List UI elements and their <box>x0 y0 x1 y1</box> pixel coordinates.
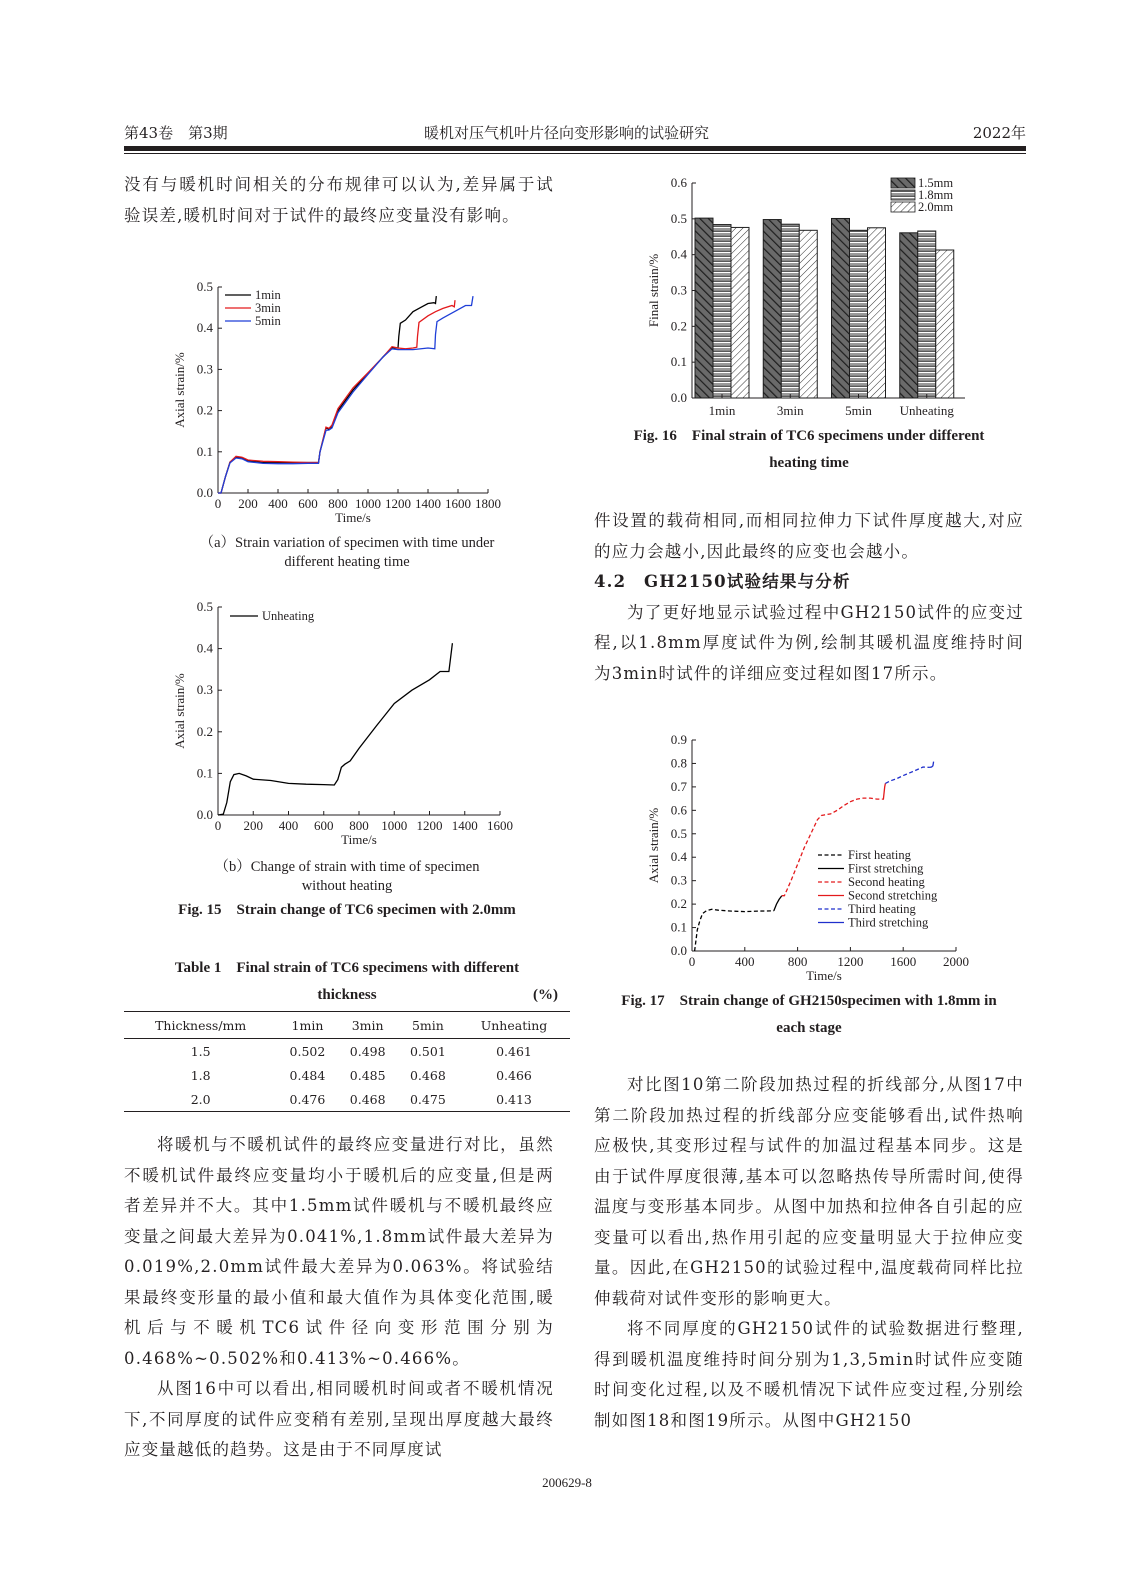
fig15a-chart <box>160 275 520 535</box>
x-tick-label: 400 <box>268 496 288 511</box>
y-tick-label: 0.2 <box>670 896 687 912</box>
fig15a-caption-line2: different heating time <box>284 554 410 570</box>
table1 <box>124 1011 570 1112</box>
y-tick-label: 0.4 <box>670 246 687 262</box>
x-tick-label: 800 <box>787 954 808 969</box>
series-line-third-stretching <box>930 762 934 768</box>
table-cell: 0.502 <box>289 1044 326 1059</box>
y-tick-label: 0.0 <box>670 390 687 405</box>
page-number: 200629-8 <box>542 1475 592 1490</box>
bar-2.0mm <box>731 227 749 398</box>
x-tick-label: 0 <box>214 818 222 833</box>
y-tick-label: 0.3 <box>670 282 687 298</box>
x-tick-label: Unheating <box>899 403 954 418</box>
journal-volume-issue: 第43卷 第3期 <box>124 124 228 142</box>
x-axis-label: Time/s <box>341 832 377 847</box>
y-axis-label: Axial strain/% <box>172 352 187 428</box>
table1-title-line2: thickness <box>317 987 377 1003</box>
bar-1.8mm <box>781 224 799 398</box>
paragraph-compare <box>124 1130 554 1466</box>
x-tick-label: 1200 <box>385 496 411 511</box>
paragraph-top-left <box>124 170 554 231</box>
paragraph-text: 将暖机与不暖机试件的最终应变量进行对比，虽然不暖机试件最终应变量均小于暖机后的应变量,但是两者差异并不大。其中1.5mm试件暖机与不暖机最终应变量之间最大差异为0.041%,1.8mm试件最大差异为0.019%,2.0mm试件最大差异为0.063%。将试验结果最终变形量的最小值和最大值作为具体变化范围,暖机后与不暖机TC6试件径向变形范围分别为0.468%~0.502%和0.413%~0.466%。 <box>124 1135 554 1368</box>
bar-1.8mm <box>850 230 868 398</box>
paragraph-text: 没有与暖机时间相关的分布规律可以认为,差异属于试验误差,暖机时间对于试件的最终应变量没有影响。 <box>124 175 554 225</box>
fig15b-chart <box>160 595 530 855</box>
x-tick-label: 800 <box>349 818 369 833</box>
y-tick-label: 0.4 <box>196 320 213 336</box>
y-axis-label: Axial strain/% <box>646 807 661 884</box>
table-header-row <box>124 1012 570 1039</box>
x-tick-label: 800 <box>328 496 348 511</box>
y-tick-label: 0.1 <box>670 354 687 370</box>
fig17-caption <box>594 988 1024 1042</box>
y-tick-label: 0.4 <box>670 849 687 865</box>
fig16-caption-line1: Fig. 16 Final strain of TC6 specimens under different <box>633 428 985 444</box>
x-tick-label: 3min <box>776 403 804 418</box>
y-tick-label: 0.7 <box>670 778 687 794</box>
table-cell: 0.475 <box>398 1087 458 1112</box>
y-tick-label: 0.5 <box>196 279 213 294</box>
table-cell: 1.5 <box>190 1044 211 1059</box>
fig15a-caption-line1: （a）Strain variation of specimen with time under <box>199 535 495 551</box>
bar-2.0mm <box>868 228 886 398</box>
series-line-1min <box>218 296 436 493</box>
table1-title-line1: Table 1 Final strain of TC6 specimens with different <box>174 960 520 976</box>
table-cell: 0.484 <box>289 1068 326 1083</box>
table-cell: 0.468 <box>409 1068 446 1083</box>
legend-label: 1.5mm <box>918 176 954 190</box>
legend-label: 5min <box>255 314 281 328</box>
legend-label: Second heating <box>848 875 925 889</box>
series-line-third-heating <box>885 767 929 783</box>
table1-unit: (%) <box>533 987 558 1003</box>
x-tick-label: 1200 <box>837 954 864 969</box>
y-tick-label: 0.3 <box>670 872 687 888</box>
y-axis-label: Final strain/% <box>646 253 661 328</box>
legend-label: First heating <box>848 848 911 862</box>
y-tick-label: 0.3 <box>196 682 213 698</box>
paragraph-continued <box>594 506 1024 689</box>
fig15-caption: Fig. 15 Strain change of TC6 specimen with 2.0mm <box>178 902 516 918</box>
y-tick-label: 0.2 <box>670 318 687 334</box>
y-tick-label: 0.6 <box>670 802 687 818</box>
column-header: 5min <box>398 1012 458 1039</box>
paragraph-text: 为了更好地显示试验过程中GH2150试件的应变过程,以1.8mm厚度试件为例,绘制其暖机温度维持时间为3min时试件的详细应变过程如图17所示。 <box>594 602 1024 683</box>
y-tick-label: 0.1 <box>670 919 687 935</box>
table-cell: 1.8 <box>190 1068 211 1083</box>
y-tick-label: 0.5 <box>196 599 213 614</box>
series-line-first-stretching <box>774 896 782 911</box>
fig16-caption <box>594 423 1024 477</box>
x-tick-label: 600 <box>298 496 318 511</box>
legend-label: Third heating <box>848 902 916 916</box>
y-tick-label: 0.1 <box>196 443 213 459</box>
legend-swatch <box>891 202 915 212</box>
legend-label: Unheating <box>262 609 315 623</box>
x-tick-label: 1600 <box>445 496 471 511</box>
column-header: Thickness/mm <box>124 1012 277 1039</box>
section-heading: 4.2 GH2150试验结果与分析 <box>594 572 851 591</box>
table-cell: 0.468 <box>338 1087 398 1112</box>
header-rule-thin <box>124 153 1026 154</box>
series-line-first-heating <box>695 909 774 951</box>
y-tick-label: 0.0 <box>670 943 687 958</box>
legend-label: First stretching <box>848 861 924 876</box>
paragraph-text: 从图16中可以看出,相同暖机时间或者不暖机情况下,不同厚度的试件应变稍有差别,呈现出厚度越大最终应变量越低的趋势。这是由于不同厚度试 <box>124 1379 554 1459</box>
table-cell: 0.476 <box>277 1087 337 1112</box>
x-tick-label: 600 <box>314 818 334 833</box>
x-tick-label: 200 <box>238 496 258 511</box>
fig17-caption-line2: each stage <box>776 1020 842 1036</box>
x-tick-label: 200 <box>243 818 263 833</box>
fig17-caption-line1: Fig. 17 Strain change of GH2150specimen with 1.8mm in <box>621 993 997 1009</box>
fig15b-caption-line2: without heating <box>301 878 393 894</box>
y-tick-label: 0.4 <box>196 640 213 656</box>
x-tick-label: 0 <box>214 496 222 511</box>
table-cell: 2.0 <box>124 1087 277 1112</box>
y-tick-label: 0.3 <box>196 361 213 377</box>
bar-1.5mm <box>695 218 713 398</box>
legend-label: 1.8mm <box>918 188 954 202</box>
y-tick-label: 0.6 <box>670 175 687 190</box>
bar-1.8mm <box>918 231 936 398</box>
x-axis-label: Time/s <box>335 510 371 525</box>
x-tick-label: 1800 <box>475 496 501 511</box>
table-row <box>124 1087 570 1112</box>
table-cell: 0.461 <box>496 1044 532 1059</box>
series-line-unheating <box>218 643 452 815</box>
fig15b-caption <box>124 858 570 896</box>
fig15b-caption-line1: （b）Change of strain with time of specimen <box>214 859 480 875</box>
table-cell: 0.498 <box>349 1044 386 1059</box>
legend-label: Second stretching <box>848 888 938 903</box>
y-tick-label: 0.9 <box>670 732 687 747</box>
table-row <box>124 1063 570 1087</box>
x-tick-label: 1000 <box>381 818 408 833</box>
legend-swatch <box>891 178 915 188</box>
table-cell: 0.485 <box>349 1068 386 1083</box>
bar-1.8mm <box>713 225 731 398</box>
x-tick-label: 5min <box>845 403 872 418</box>
x-tick-label: 400 <box>278 818 299 833</box>
x-tick-label: 1min <box>708 403 736 418</box>
x-tick-label: 1600 <box>487 818 513 833</box>
y-tick-label: 0.2 <box>196 723 213 739</box>
y-tick-label: 0.5 <box>670 210 687 226</box>
y-tick-label: 0.2 <box>196 402 213 418</box>
table-cell: 0.501 <box>409 1044 446 1059</box>
x-axis-label: Time/s <box>806 968 842 983</box>
x-tick-label: 1400 <box>415 496 441 511</box>
series-line-3min <box>218 300 455 493</box>
x-tick-label: 2000 <box>943 954 969 969</box>
fig15a-caption <box>124 534 570 572</box>
x-tick-label: 0 <box>688 954 696 969</box>
y-tick-label: 0.0 <box>196 485 213 500</box>
fig17-chart <box>640 728 980 990</box>
fig16-chart <box>640 168 980 423</box>
table1-title <box>124 955 570 1009</box>
table-cell: 0.413 <box>458 1087 570 1112</box>
paragraph-text: 对比图10第二阶段加热过程的折线部分,从图17中第二阶段加热过程的折线部分应变能够看出,试件热响应极快,其变形过程与试件的加温过程基本同步。这是由于试件厚度很薄,基本可以忽略热传导所需时间,使得温度与变形基本同步。从图中加热和拉伸各自引起的应变量可以看出,热作用引起的应变量明显大于拉伸应变量。因此,在GH2150的试验过程中,温度载荷同样比拉伸载荷对试件变形的影响更大。 <box>594 1075 1024 1308</box>
y-tick-label: 0.1 <box>196 765 213 781</box>
column-header: 1min <box>277 1012 337 1039</box>
legend-label: 3min <box>255 301 281 315</box>
y-axis-label: Axial strain/% <box>172 673 187 749</box>
paragraph-analysis <box>594 1070 1024 1436</box>
x-tick-label: 400 <box>735 954 755 969</box>
y-tick-label: 0.8 <box>670 755 687 771</box>
legend-label: 2.0mm <box>918 200 954 214</box>
column-header: 3min <box>338 1012 398 1039</box>
legend-label: Third stretching <box>848 915 929 930</box>
legend-label: 1min <box>255 288 281 302</box>
bar-1.5mm <box>832 218 850 398</box>
y-tick-label: 0.0 <box>196 807 213 822</box>
bar-2.0mm <box>799 230 817 398</box>
y-tick-label: 0.5 <box>670 825 687 841</box>
running-title: 暖机对压气机叶片径向变形影响的试验研究 <box>424 124 710 142</box>
bar-2.0mm <box>936 250 954 398</box>
fig16-caption-line2: heating time <box>769 455 849 471</box>
series-line-second-stretching <box>882 783 885 799</box>
paragraph-text: 件设置的载荷相同,而相同拉伸力下试件厚度越大,对应的应力会越小,因此最终的应变也会越小。 <box>594 511 1024 561</box>
journal-year: 2022年 <box>972 124 1026 142</box>
legend-swatch <box>891 190 915 200</box>
bar-1.5mm <box>763 220 781 398</box>
table-row <box>124 1039 570 1064</box>
column-header: Unheating <box>458 1012 570 1039</box>
header-rule-thick <box>124 146 1026 151</box>
x-tick-label: 1000 <box>355 496 381 511</box>
bar-1.5mm <box>900 233 918 398</box>
x-tick-label: 1400 <box>451 818 478 833</box>
x-tick-label: 1600 <box>890 954 917 969</box>
paragraph-text: 将不同厚度的GH2150试件的试验数据进行整理,得到暖机温度维持时间分别为1,3,5min时试件应变随时间变化过程,以及不暖机情况下试件应变过程,分别绘制如图18和图19所示。从图中GH2150 <box>594 1319 1024 1430</box>
x-tick-label: 1200 <box>416 818 443 833</box>
running-header <box>124 120 1026 146</box>
table-cell: 0.466 <box>496 1068 532 1083</box>
